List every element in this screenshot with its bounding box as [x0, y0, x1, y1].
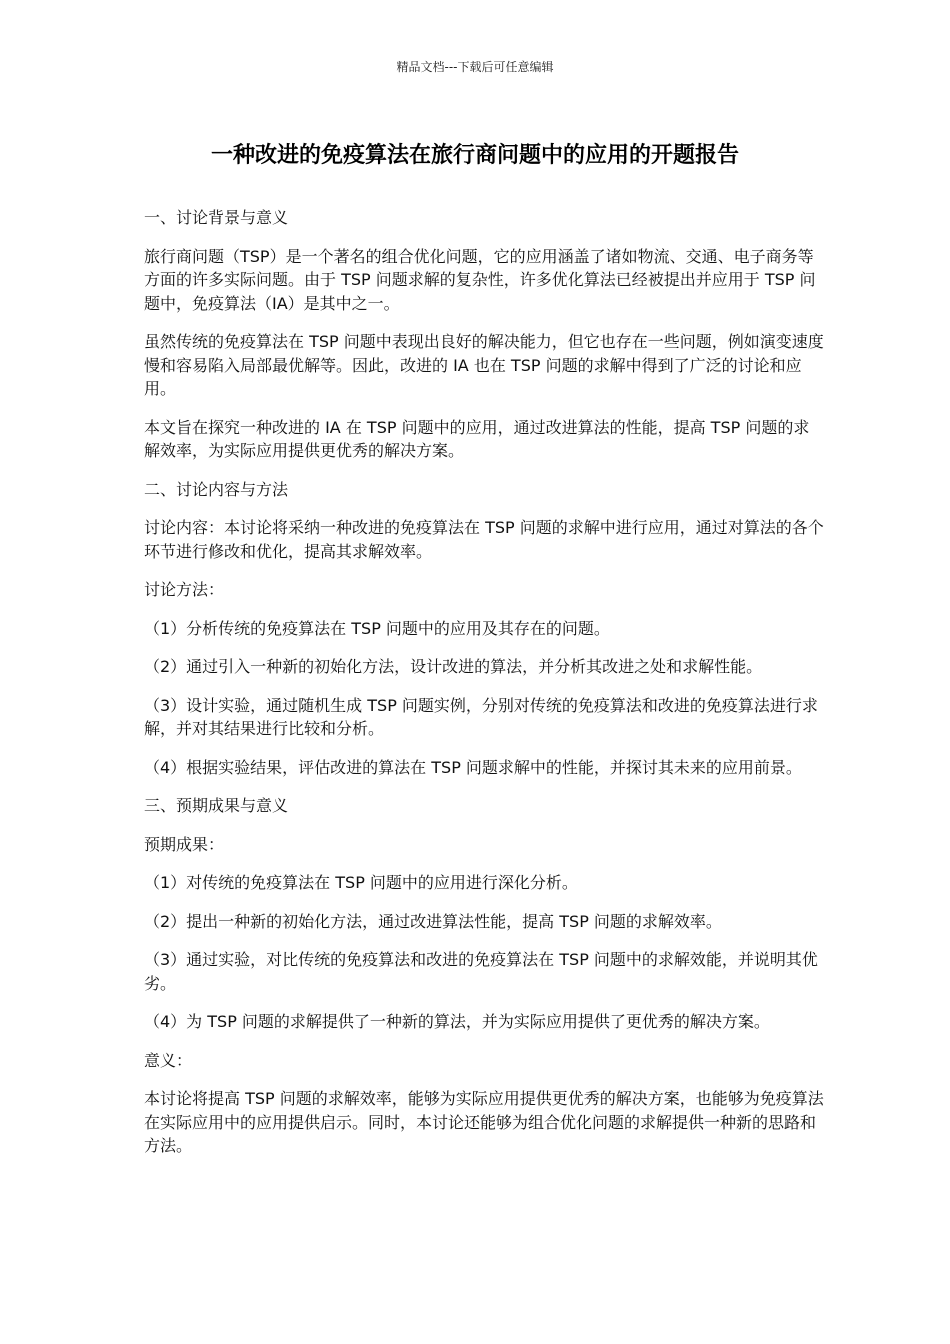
list-item: （2）通过引入一种新的初始化方法，设计改进的算法，并分析其改进之处和求解性能。	[144, 657, 763, 676]
paragraph: 讨论内容：本讨论将采纳一种改进的免疫算法在 TSP 问题的求解中进行应用，通过对算法的各个环节进行修改和优化，提高其求解效率。	[144, 518, 824, 561]
paragraph: 本讨论将提高 TSP 问题的求解效率，能够为实际应用提供更优秀的解决方案，也能够为免疫算法在实际应用中的应用提供启示。同时，本讨论还能够为组合优化问题的求解提供一种新的思路和方法。	[144, 1089, 824, 1155]
list-item: （3）通过实验，对比传统的免疫算法和改进的免疫算法在 TSP 问题中的求解效能，并说明其优劣。	[144, 950, 818, 993]
list-item: （1）分析传统的免疫算法在 TSP 问题中的应用及其存在的问题。	[144, 618, 610, 638]
section-heading-results: 三、预期成果与意义	[144, 796, 289, 815]
list-item: （1）对传统的免疫算法在 TSP 问题中的应用进行深化分析。	[144, 873, 578, 892]
subheading-methods: 讨论方法：	[144, 580, 225, 599]
list-item: （4）根据实验结果，评估改进的算法在 TSP 问题求解中的性能，并探讨其未来的应用前景。	[144, 757, 802, 777]
subheading-significance: 意义：	[144, 1050, 193, 1070]
paragraph: 本文旨在探究一种改进的 IA 在 TSP 问题中的应用，通过改进算法的性能，提高 TSP 问题的求解效率，为实际应用提供更优秀的解决方案。	[144, 417, 810, 460]
paragraph: 旅行商问题（TSP）是一个著名的组合优化问题，它的应用涵盖了诸如物流、交通、电子商务等方面的许多实际问题。由于 TSP 问题求解的复杂性，许多优化算法已经被提出并应用于 TSP 问题中，免疫算法（IA）是其中之一。	[144, 246, 816, 313]
section-heading-background: 一、讨论背景与意义	[144, 208, 289, 227]
subheading-expected-results: 预期成果：	[144, 834, 225, 854]
page-header: 精品文档---下载后可任意编辑	[396, 60, 554, 74]
paragraph: 虽然传统的免疫算法在 TSP 问题中表现出良好的解决能力，但它也存在一些问题，例如演变速度慢和容易陷入局部最优解等。因此，改进的 IA 也在 TSP 问题的求解中得到了广泛的讨论和应用。	[144, 332, 824, 398]
section-heading-content-method: 二、讨论内容与方法	[144, 479, 289, 499]
document-body	[144, 206, 824, 1173]
list-item: （2）提出一种新的初始化方法，通过改进算法性能，提高 TSP 问题的求解效率。	[144, 911, 722, 931]
document-title: 一种改进的免疫算法在旅行商问题中的应用的开题报告	[210, 143, 739, 168]
list-item: （3）设计实验，通过随机生成 TSP 问题实例，分别对传统的免疫算法和改进的免疫算法进行求解，并对其结果进行比较和分析。	[144, 695, 818, 738]
list-item: （4）为 TSP 问题的求解提供了一种新的算法，并为实际应用提供了更优秀的解决方案。	[144, 1012, 770, 1031]
